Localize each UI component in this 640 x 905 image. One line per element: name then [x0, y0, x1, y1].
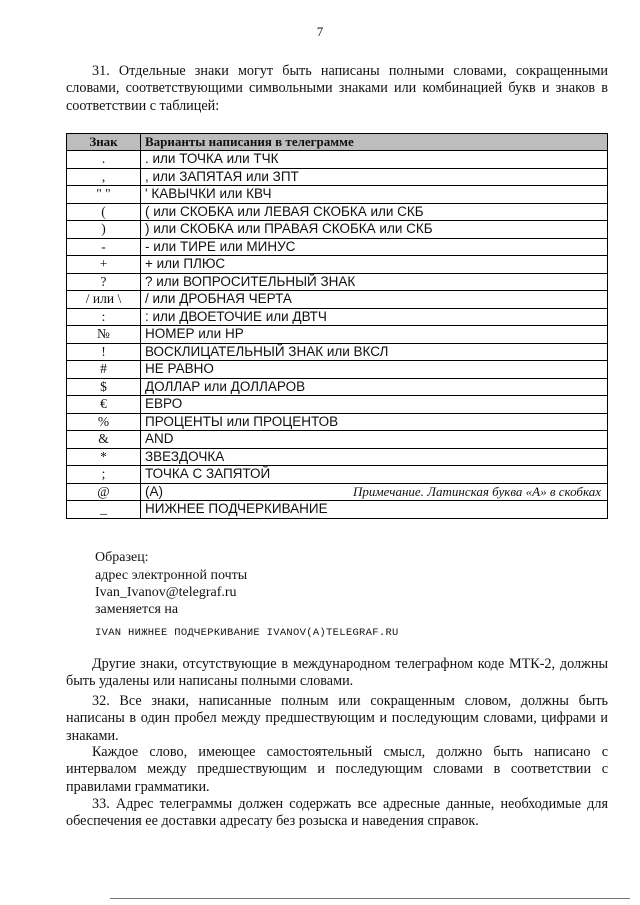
table-row	[67, 273, 608, 291]
sign-cell: _	[67, 501, 141, 519]
sign-cell: ;	[67, 466, 141, 484]
sign-cell: $	[67, 378, 141, 396]
table-header-row	[67, 134, 608, 151]
table-note: Примечание. Латинская буква «А» в скобках	[352, 483, 601, 499]
table-row	[67, 343, 608, 361]
sample-replaced: заменяется на	[95, 602, 179, 617]
sign-cell: @	[67, 483, 141, 501]
sign-cell: €	[67, 396, 141, 414]
sign-cell: +	[67, 256, 141, 274]
sign-cell: .	[67, 151, 141, 169]
table-row	[67, 448, 608, 466]
page-number: 7	[316, 24, 324, 39]
variant-cell: ВОСКЛИЦАТЕЛЬНЫЙ ЗНАК или ВКСЛ	[141, 343, 608, 361]
table-row	[67, 396, 608, 414]
sample-line-1: адрес электронной почты	[95, 568, 248, 583]
variant-cell: ЕВРО	[141, 396, 608, 414]
sign-cell: &	[67, 431, 141, 449]
table-row	[67, 291, 608, 309]
table-row	[67, 221, 608, 239]
table-row	[67, 378, 608, 396]
paragraph-32: 32. Все знаки, написанные полным или сокращенным словом, должны быть написаны в один пробел между предшествующим и последующим словами, цифрами и знаками.	[66, 693, 608, 744]
variant-cell: ) или СКОБКА или ПРАВАЯ СКОБКА или СКБ	[141, 221, 608, 239]
variant-cell: . или ТОЧКА или ТЧК	[141, 151, 608, 169]
column-header-sign: Знак	[67, 134, 141, 151]
table-row	[67, 483, 608, 501]
variant-cell: НОМЕР или НР	[141, 326, 608, 344]
sample-label: Образец:	[95, 550, 149, 565]
sign-cell: %	[67, 413, 141, 431]
variant-cell: - или ТИРЕ или МИНУС	[141, 238, 608, 256]
variant-cell: ДОЛЛАР или ДОЛЛАРОВ	[141, 378, 608, 396]
variant-cell: НЕ РАВНО	[141, 361, 608, 379]
table-row	[67, 326, 608, 344]
table-row	[67, 308, 608, 326]
table-row	[67, 431, 608, 449]
signs-table	[66, 133, 608, 519]
column-header-variants: Варианты написания в телеграмме	[141, 134, 608, 151]
table-row	[67, 466, 608, 484]
table-row	[67, 413, 608, 431]
sign-cell: #	[67, 361, 141, 379]
intro-paragraph: 31. Отдельные знаки могут быть написаны полными словами, сокращенными словами, соответствующими символьными знаками или комбинацией букв и знаков в соответствии с таблицей:	[66, 63, 608, 114]
variant-cell: ( или СКОБКА или ЛЕВАЯ СКОБКА или СКБ	[141, 203, 608, 221]
table-row	[67, 361, 608, 379]
bottom-scan-line	[110, 898, 630, 899]
table-row	[67, 238, 608, 256]
table-row	[67, 501, 608, 519]
variant-cell: ЗВЕЗДОЧКА	[141, 448, 608, 466]
paragraph-33: 33. Адрес телеграммы должен содержать все адресные данные, необходимые для обеспечения ее доставки адресату без розыска и наведения справок.	[66, 796, 608, 830]
paragraph-other-signs: Другие знаки, отсутствующие в международном телеграфном коде МТК-2, должны быть удалены или написаны полными словами.	[66, 656, 608, 690]
table-row	[67, 168, 608, 186]
variant-cell: ТОЧКА С ЗАПЯТОЙ	[141, 466, 608, 484]
sample-email: Ivan_Ivanov@telegraf.ru	[95, 585, 237, 600]
variant-cell: НИЖНЕЕ ПОДЧЕРКИВАНИЕ	[141, 501, 608, 519]
sign-cell: !	[67, 343, 141, 361]
variant-cell: + или ПЛЮС	[141, 256, 608, 274]
table-row	[67, 186, 608, 204]
sign-cell: / или \	[67, 291, 141, 309]
sign-cell: (	[67, 203, 141, 221]
variant-cell: , или ЗАПЯТАЯ или ЗПТ	[141, 168, 608, 186]
sign-cell: *	[67, 448, 141, 466]
sign-cell: " "	[67, 186, 141, 204]
table-row	[67, 256, 608, 274]
variant-text: (А)	[145, 483, 163, 499]
sign-cell: -	[67, 238, 141, 256]
sample-result: IVAN НИЖНЕЕ ПОДЧЕРКИВАНИЕ IVANOV(A)TELEGRAF.RU	[95, 627, 399, 639]
variant-cell: ? или ВОПРОСИТЕЛЬНЫЙ ЗНАК	[141, 273, 608, 291]
variant-cell: ПРОЦЕНТЫ или ПРОЦЕНТОВ	[141, 413, 608, 431]
sign-cell: ,	[67, 168, 141, 186]
variant-cell: AND	[141, 431, 608, 449]
sign-cell: №	[67, 326, 141, 344]
paragraph-word-spacing: Каждое слово, имеющее самостоятельный смысл, должно быть написано с интервалом между предшествующим и последующим словами в соответствии с правилами грамматики.	[66, 744, 608, 795]
sign-cell: :	[67, 308, 141, 326]
sign-cell: )	[67, 221, 141, 239]
variant-cell: ' КАВЫЧКИ или КВЧ	[141, 186, 608, 204]
table-row	[67, 151, 608, 169]
table-row	[67, 203, 608, 221]
variant-cell: / или ДРОБНАЯ ЧЕРТА	[141, 291, 608, 309]
variant-cell	[141, 483, 608, 501]
sign-cell: ?	[67, 273, 141, 291]
variant-cell: : или ДВОЕТОЧИЕ или ДВТЧ	[141, 308, 608, 326]
